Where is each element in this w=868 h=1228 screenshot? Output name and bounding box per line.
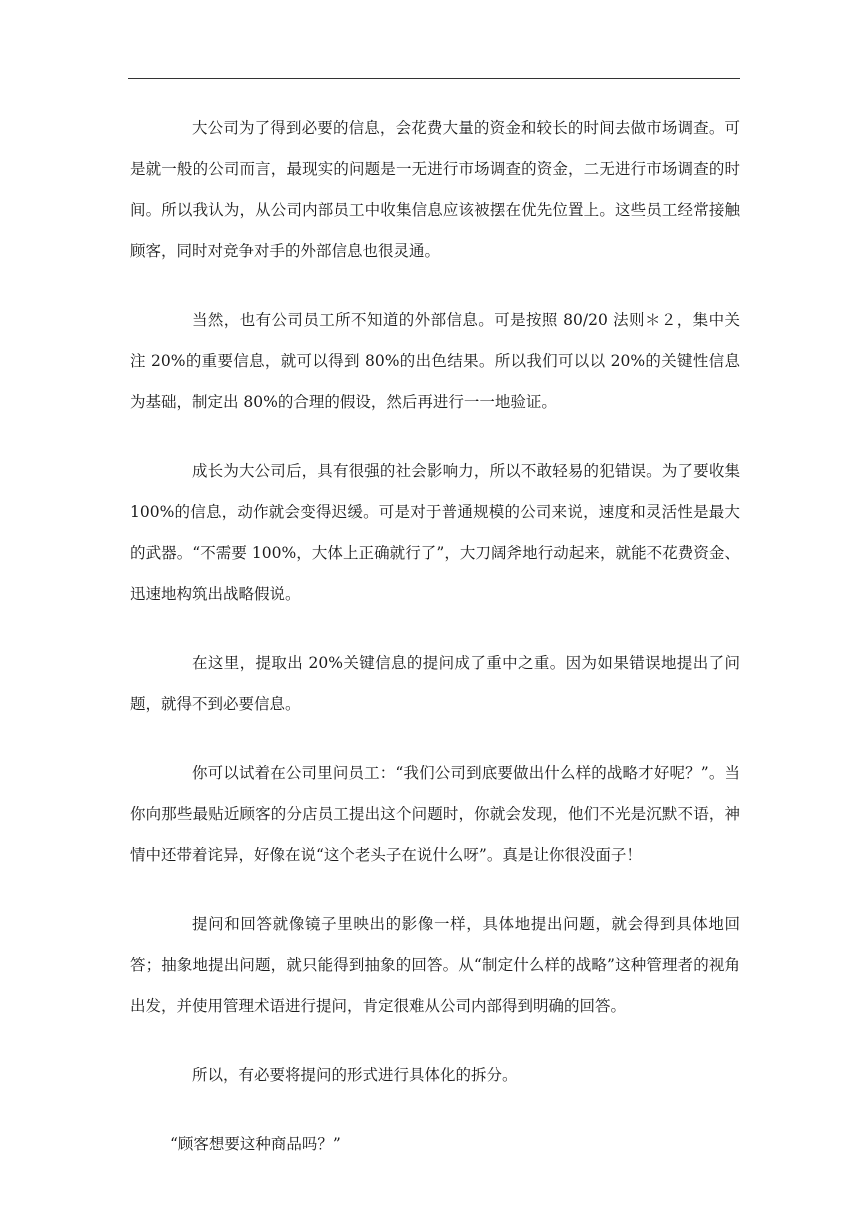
header-rule [128, 78, 740, 79]
quote-line: “顾客想要这种商品吗？” [170, 1135, 341, 1153]
paragraph-2: 当然，也有公司员工所不知道的外部信息。可是按照 80/20 法则＊２，集中关注 20%的重要信息，就可以得到 80%的出色结果。所以我们可以以 20%的关键性信息为基础，制定出 80%的合理的假设，然后再进行一一地验证。 [130, 311, 740, 411]
paragraph-7: 所以，有必要将提问的形式进行具体化的拆分。 [192, 1066, 518, 1084]
paragraph-5: 你可以试着在公司里问员工：“我们公司到底要做出什么样的战略才好呢？”。当你向那些最贴近顾客的分店员工提出这个问题时，你就会发现，他们不光是沉默不语，神情中还带着诧异，好像在说“这个老头子在说什么呀”。真是让你很没面子！ [130, 764, 740, 864]
document-body [130, 108, 740, 1165]
paragraph-3: 成长为大公司后，具有很强的社会影响力，所以不敢轻易的犯错误。为了要收集 100%的信息，动作就会变得迟缓。可是对于普通规模的公司来说，速度和灵活性是最大的武器。“不需要 100%，大体上正确就行了”，大刀阔斧地行动起来，就能不花费资金、迅速地构筑出战略假说。 [130, 462, 740, 603]
paragraph-4: 在这里，提取出 20%关键信息的提问成了重中之重。因为如果错误地提出了问题，就得不到必要信息。 [130, 654, 740, 713]
paragraph-1: 大公司为了得到必要的信息，会花费大量的资金和较长的时间去做市场调查。可是就一般的公司而言，最现实的问题是一无进行市场调查的资金，二无进行市场调查的时间。所以我认为，从公司内部员工中收集信息应该被摆在优先位置上。这些员工经常接触顾客，同时对竞争对手的外部信息也很灵通。 [130, 119, 740, 260]
paragraph-6: 提问和回答就像镜子里映出的影像一样，具体地提出问题，就会得到具体地回答；抽象地提出问题，就只能得到抽象的回答。从“制定什么样的战略”这种管理者的视角出发，并使用管理术语进行提问，肯定很难从公司内部得到明确的回答。 [130, 915, 740, 1015]
